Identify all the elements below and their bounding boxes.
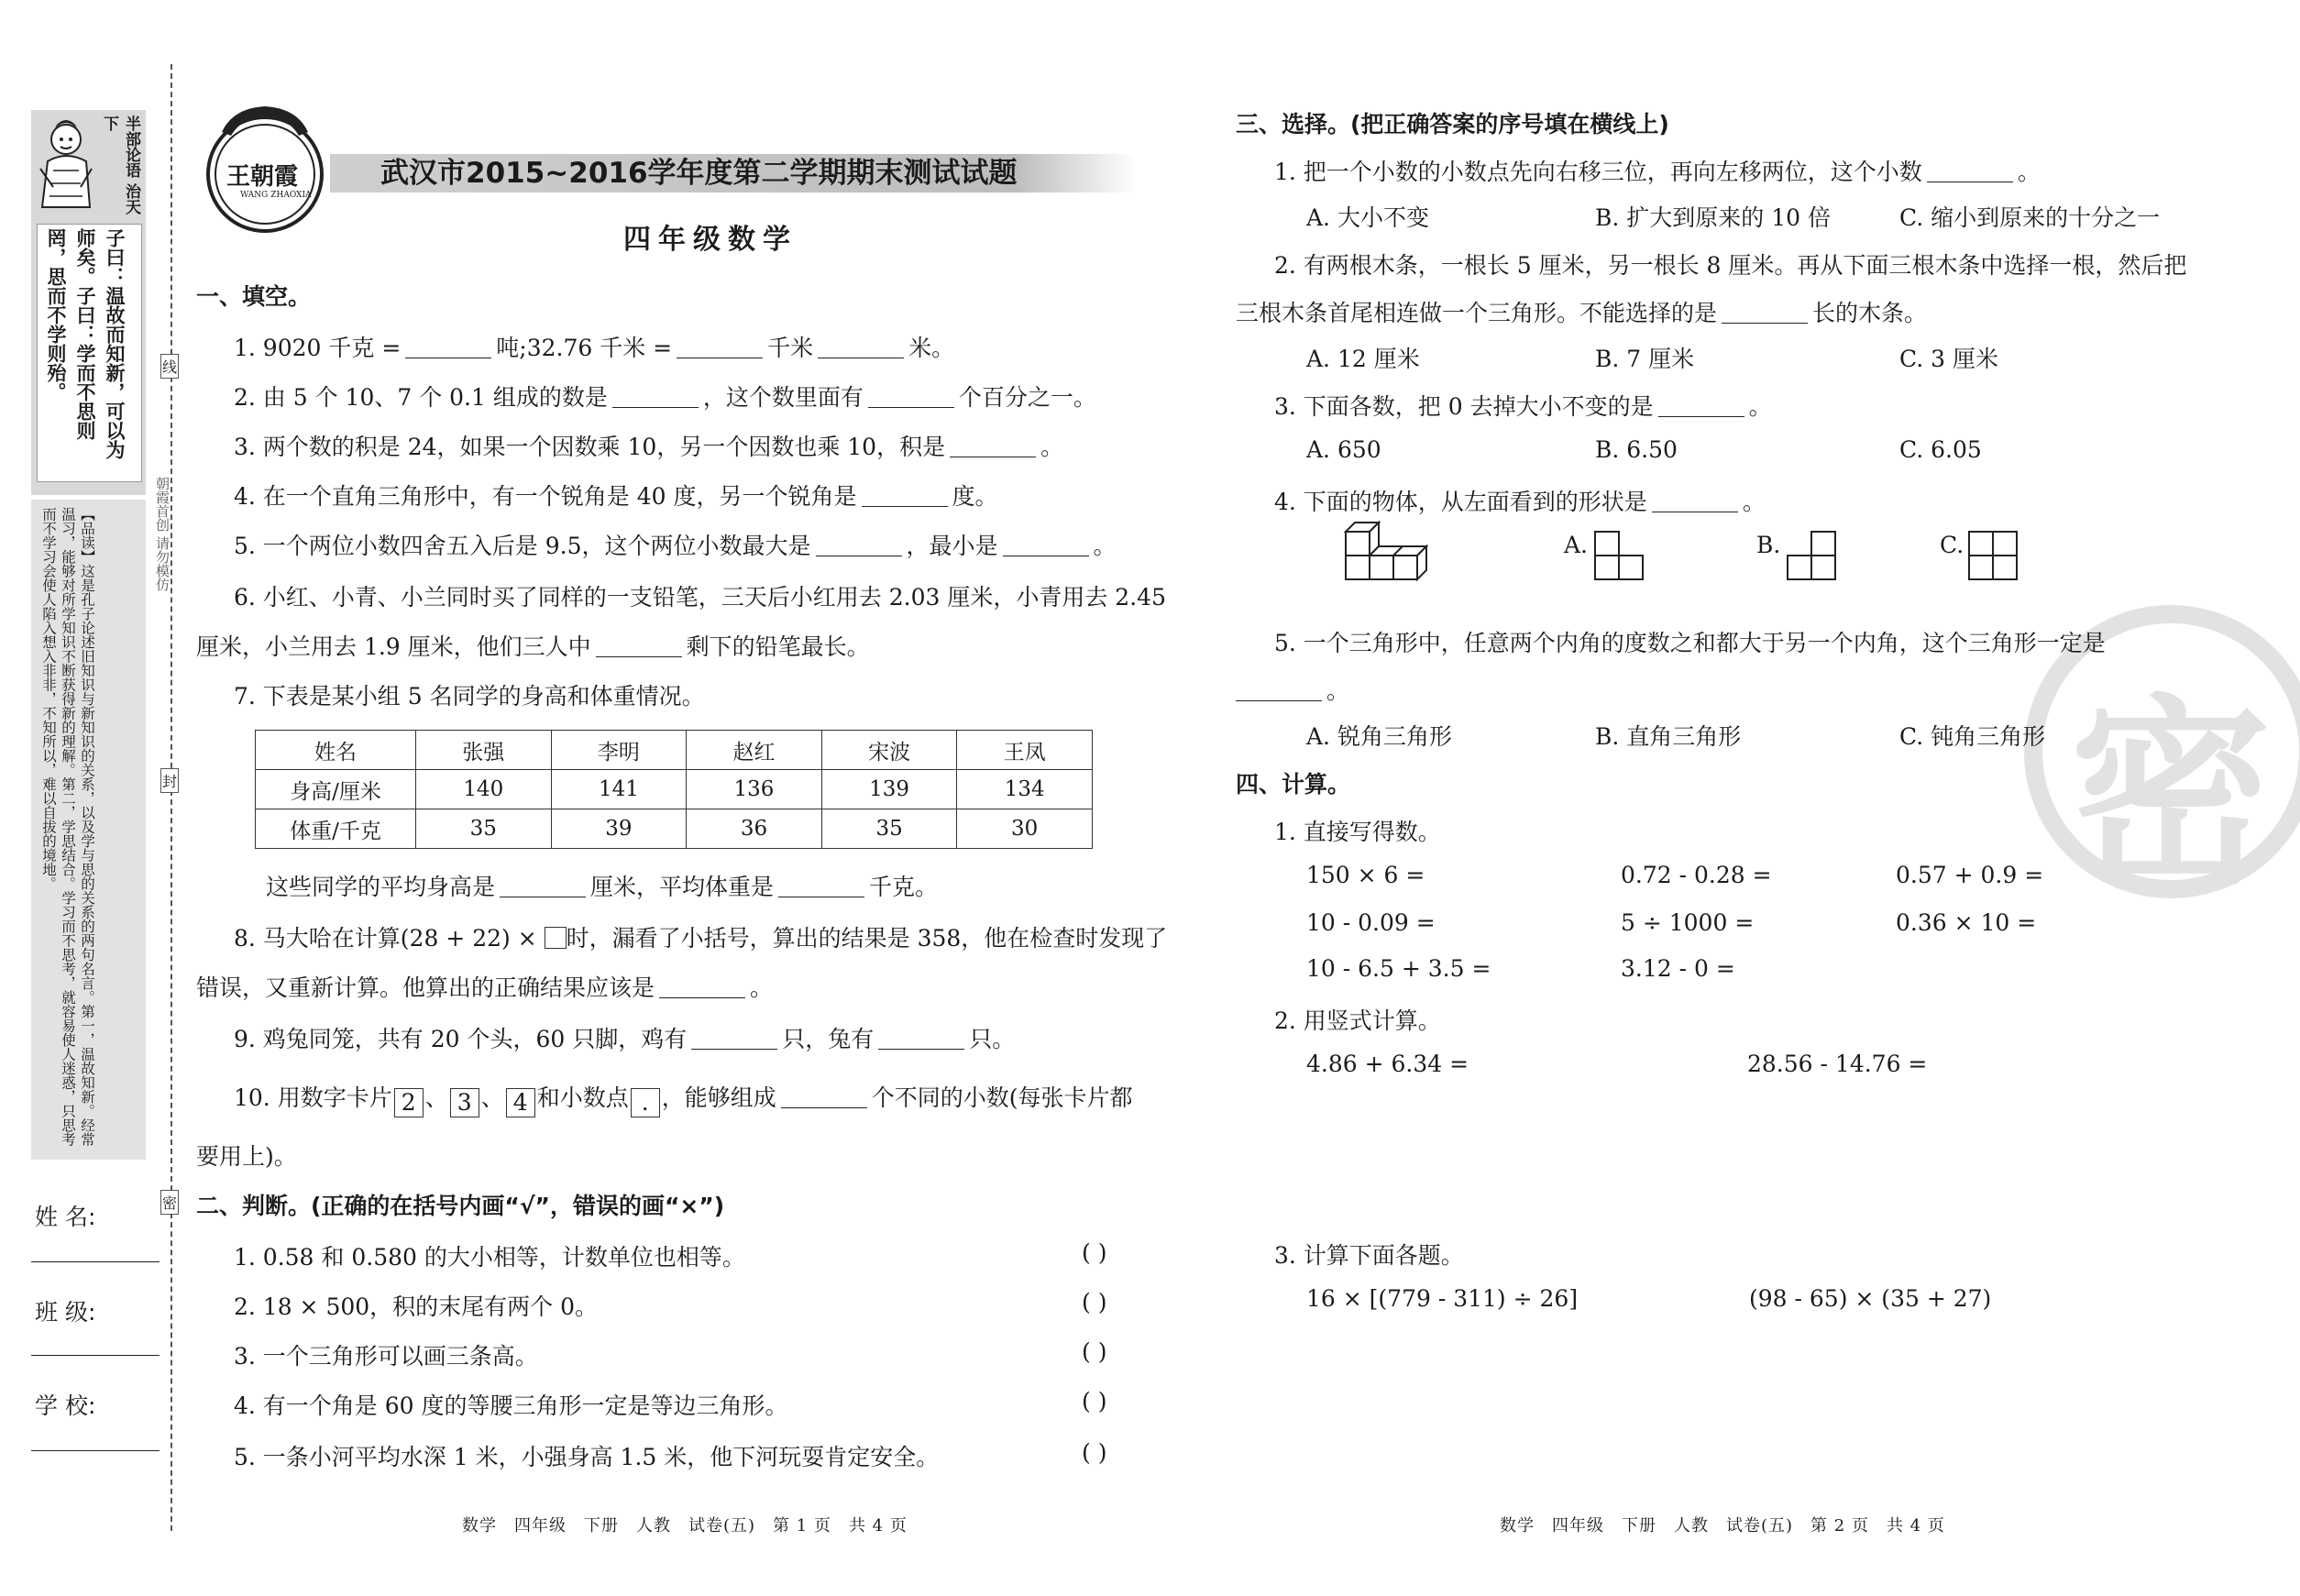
quote-text: 子曰：温故而知新，可以为师矣。子曰：学而不思则罔，思而不学则殆。 [45, 228, 126, 459]
q3-3: 3. 下面各数，把 0 去掉大小不变的是 。 [1274, 393, 1772, 420]
cube-stack-figure [1344, 519, 1436, 589]
expression-item: 16 × [(779 - 311) ÷ 26] [1306, 1285, 1579, 1312]
judge-item-4: 4. 有一个角是 60 度的等腰三角形一定是等边三角形。 [234, 1392, 788, 1419]
q3-4: 4. 下面的物体，从左面看到的形状是 。 [1274, 489, 1766, 515]
q3-3-option-a[interactable]: A. 650 [1306, 436, 1381, 463]
q1-2: 2. 由 5 个 10、7 个 0.1 组成的数是 ，这个数里面有 个百分之一。 [234, 384, 1096, 411]
binding-mark-top: 线 [160, 354, 179, 379]
name-label: 姓 名: [35, 1204, 96, 1230]
school-field[interactable] [31, 1450, 160, 1451]
q1-5: 5. 一个两位小数四舍五入后是 9.5，这个两位小数最大是 ，最小是 。 [234, 533, 1117, 559]
q3-3-option-b[interactable]: B. 6.50 [1595, 436, 1678, 463]
answer-blank[interactable] [868, 389, 954, 408]
q1-6a: 6. 小红、小青、小兰同时买了同样的一支铅笔，三天后小红用去 2.03 厘米，小青用去 2.45 [234, 584, 1166, 611]
calc-item: 10 - 0.09 = [1306, 909, 1436, 936]
q3-5-option-a[interactable]: A. 锐角三角形 [1306, 723, 1452, 750]
answer-blank[interactable] [405, 339, 491, 358]
table-row [256, 770, 1093, 809]
q1-9: 9. 鸡兔同笼，共有 20 个头，60 只脚，鸡有 只，兔有 只。 [234, 1026, 1016, 1052]
q1-7: 7. 下表是某小组 5 名同学的身高和体重情况。 [234, 683, 705, 710]
q3-2b: 三根木条首尾相连做一个三角形。不能选择的是 长的木条。 [1236, 300, 1928, 326]
height-weight-table [255, 730, 1093, 849]
table-cell: 141 [551, 770, 687, 809]
q1-3: 3. 两个数的积是 24，如果一个因数乘 10，另一个因数也乘 10，积是 。 [234, 434, 1064, 460]
part3-title: 三、选择。(把正确答案的序号填在横线上) [1236, 111, 1669, 138]
table-cell: 王凤 [957, 731, 1093, 770]
answer-blank[interactable] [1722, 304, 1808, 324]
answer-blank[interactable] [1236, 682, 1322, 701]
table-row [256, 809, 1093, 849]
number-card: 4 [506, 1088, 535, 1117]
table-cell: 姓名 [256, 731, 416, 770]
q1-10: 10. 用数字卡片 2 、 3 、 4 和小数点 . ，能够组成 个不同的小数(每张卡片都 [234, 1084, 1133, 1116]
judge-item-2: 2. 18 × 500，积的末尾有两个 0。 [234, 1293, 599, 1320]
comment-text: 【品读】这是孔子论述旧知识与新知识的关系，以及学与思的关系的两句名言。第一，温故知新。经常温习，能够对所学知识不断获得新的理解。第二，学思结合。学习而不思考，就容易使人迷惑，只思考而不学习会使人陷入想入非非，不知所以，难以自拔的境地。 [40, 507, 95, 1147]
answer-blank[interactable] [612, 389, 699, 408]
table-cell: 赵红 [687, 731, 822, 770]
judge-item-5: 5. 一条小河平均水深 1 米，小强身高 1.5 米，他下河玩耍肯定安全。 [234, 1444, 940, 1470]
table-cell: 宋波 [821, 731, 957, 770]
part4-title: 四、计算。 [1236, 771, 1351, 798]
q3-3-option-c[interactable]: C. 6.05 [1899, 436, 1982, 463]
table-cell: 35 [821, 809, 957, 849]
part2-title: 二、判断。(正确的在括号内画“√”，错误的画“×”) [196, 1193, 725, 1219]
q3-2-option-a[interactable]: A. 12 厘米 [1306, 346, 1420, 372]
q3-5-option-c[interactable]: C. 钝角三角形 [1899, 723, 2046, 750]
answer-blank[interactable] [659, 979, 745, 998]
calc-item: 0.36 × 10 = [1896, 909, 2037, 936]
table-cell: 36 [687, 809, 822, 849]
q1-8a: 8. 马大哈在计算(28 + 22) × 时，漏看了小括号，算出的结果是 358，他在检查时发现了 [234, 925, 1168, 952]
calc-item: 3.12 - 0 = [1621, 955, 1735, 982]
table-cell: 体重/千克 [256, 809, 416, 849]
sidebar-top-panel [31, 110, 146, 495]
q1-7b: 这些同学的平均身高是 厘米，平均体重是 千克。 [266, 874, 939, 900]
box-symbol [545, 927, 567, 949]
q3-2a: 2. 有两根木条，一根长 5 厘米，另一根长 8 厘米。再从下面三根木条中选择一根，然后把 [1274, 252, 2187, 279]
table-cell: 30 [957, 809, 1093, 849]
answer-blank[interactable] [500, 878, 586, 897]
footer-left: 数学 四年级 下册 人教 试卷(五) 第 1 页 共 4 页 [462, 1516, 908, 1535]
answer-blank[interactable] [677, 339, 763, 358]
number-card: 3 [450, 1088, 479, 1117]
table-cell: 35 [416, 809, 552, 849]
answer-blank[interactable] [781, 1089, 867, 1108]
vertical-calc-item: 28.56 - 14.76 = [1747, 1051, 1928, 1077]
table-header-row [256, 731, 1093, 770]
q3-2-option-c[interactable]: C. 3 厘米 [1899, 346, 1998, 372]
option-a-shape [1593, 530, 1645, 581]
judge-item-1: 1. 0.58 和 0.580 的大小相等，计数单位也相等。 [234, 1244, 745, 1271]
q3-1: 1. 把一个小数的小数点先向右移三位，再向左移两位，这个小数 。 [1274, 159, 2041, 185]
calc-section-1: 1. 直接写得数。 [1274, 819, 1441, 845]
part1-title: 一、填空。 [196, 283, 312, 310]
q3-4-option-c[interactable]: C. [1940, 532, 1964, 558]
vertical-calc-item: 4.86 + 6.34 = [1306, 1051, 1469, 1077]
answer-blank[interactable] [818, 339, 904, 358]
q3-4-option-a[interactable]: A. [1564, 532, 1589, 558]
page-subtitle: 四年级数学 [623, 224, 798, 256]
judge-bracket-5[interactable]: ( ) [1082, 1439, 1107, 1466]
q3-2-option-b[interactable]: B. 7 厘米 [1595, 346, 1695, 372]
class-field[interactable] [31, 1355, 160, 1356]
q3-4-option-b[interactable]: B. [1756, 532, 1781, 558]
calc-item: 5 ÷ 1000 = [1621, 909, 1755, 936]
answer-blank[interactable] [596, 638, 682, 657]
expression-item: (98 - 65) × (35 + 27) [1749, 1285, 1992, 1312]
confucius-figure-icon [35, 116, 99, 216]
q3-1-option-c[interactable]: C. 缩小到原来的十分之一 [1899, 204, 2161, 231]
calc-item: 0.72 - 0.28 = [1621, 862, 1772, 888]
table-cell: 张强 [416, 731, 552, 770]
answer-blank[interactable] [778, 878, 864, 897]
table-cell: 139 [821, 770, 957, 809]
decimal-point-card: . [631, 1088, 660, 1117]
q1-8b: 错误，又重新计算。他算出的正确结果应该是 。 [196, 974, 774, 1001]
logo [196, 101, 334, 238]
q1-1: 1. 9020 千克 = 吨;32.76 千米 = 千米 米。 [234, 335, 955, 361]
q3-1-option-b[interactable]: B. 扩大到原来的 10 倍 [1595, 204, 1831, 231]
answer-blank[interactable] [862, 488, 948, 507]
watermark-text: 密 [2070, 677, 2272, 912]
sidebar [31, 110, 146, 1164]
calc-item: 10 - 6.5 + 3.5 = [1306, 955, 1491, 982]
judge-bracket-4[interactable]: ( ) [1082, 1388, 1107, 1414]
option-c-shape [1967, 530, 2019, 581]
judge-bracket-3[interactable]: ( ) [1082, 1338, 1107, 1365]
table-cell: 136 [687, 770, 822, 809]
binding-mark-bottom: 密 [160, 1190, 179, 1215]
q3-1-option-a[interactable]: A. 大小不变 [1306, 204, 1429, 231]
q1-6b: 厘米，小兰用去 1.9 厘米，他们三人中 剩下的铅笔最长。 [196, 633, 870, 660]
quote-box [37, 224, 142, 482]
answer-blank[interactable] [1652, 493, 1738, 512]
answer-blank[interactable] [691, 1030, 777, 1050]
table-cell: 140 [416, 770, 552, 809]
logo-subtext: WANG ZHAOXIA [240, 191, 312, 200]
name-field[interactable] [31, 1261, 160, 1262]
table-cell: 39 [551, 809, 687, 849]
q3-5-option-b[interactable]: B. 直角三角形 [1595, 723, 1742, 750]
binding-dashed-line [171, 64, 172, 1531]
q1-4: 4. 在一个直角三角形中，有一个锐角是 40 度，另一个锐角是 度。 [234, 483, 998, 510]
option-b-shape [1786, 530, 1837, 581]
judge-bracket-1[interactable]: ( ) [1082, 1239, 1107, 1266]
judge-bracket-2[interactable]: ( ) [1082, 1289, 1107, 1315]
calc-section-2: 2. 用竖式计算。 [1274, 1007, 1441, 1034]
comment-panel [31, 500, 146, 1160]
table-cell: 李明 [551, 731, 687, 770]
copyright-note: 朝霞首创 请勿模仿 [154, 477, 171, 591]
series-tag: 半部论语 治天下 [100, 116, 140, 215]
footer-right: 数学 四年级 下册 人教 试卷(五) 第 2 页 共 4 页 [1500, 1516, 1945, 1535]
answer-blank[interactable] [950, 438, 1036, 457]
answer-blank[interactable] [1927, 163, 2013, 182]
page-title: 武汉市2015~2016学年度第二学期期末测试试题 [380, 157, 1018, 190]
answer-blank[interactable] [1003, 537, 1089, 556]
school-label: 学 校: [35, 1392, 96, 1419]
answer-blank[interactable] [878, 1030, 964, 1050]
judge-item-3: 3. 一个三角形可以画三条高。 [234, 1343, 538, 1370]
q1-10b: 要用上)。 [196, 1143, 297, 1170]
q3-5b: 。 [1236, 673, 1349, 706]
calc-section-3: 3. 计算下面各题。 [1274, 1242, 1464, 1269]
table-cell: 身高/厘米 [256, 770, 416, 809]
answer-blank[interactable] [1658, 398, 1744, 417]
q3-5a: 5. 一个三角形中，任意两个内角的度数之和都大于另一个内角，这个三角形一定是 [1274, 630, 2106, 656]
table-cell: 134 [957, 770, 1093, 809]
answer-blank[interactable] [816, 537, 902, 556]
class-label: 班 级: [35, 1299, 96, 1326]
number-card: 2 [394, 1088, 424, 1117]
logo-text: 王朝霞 [226, 163, 299, 191]
calc-item: 0.57 + 0.9 = [1896, 862, 2044, 888]
binding-mark-mid: 封 [160, 768, 179, 793]
calc-item: 150 × 6 = [1306, 862, 1425, 888]
